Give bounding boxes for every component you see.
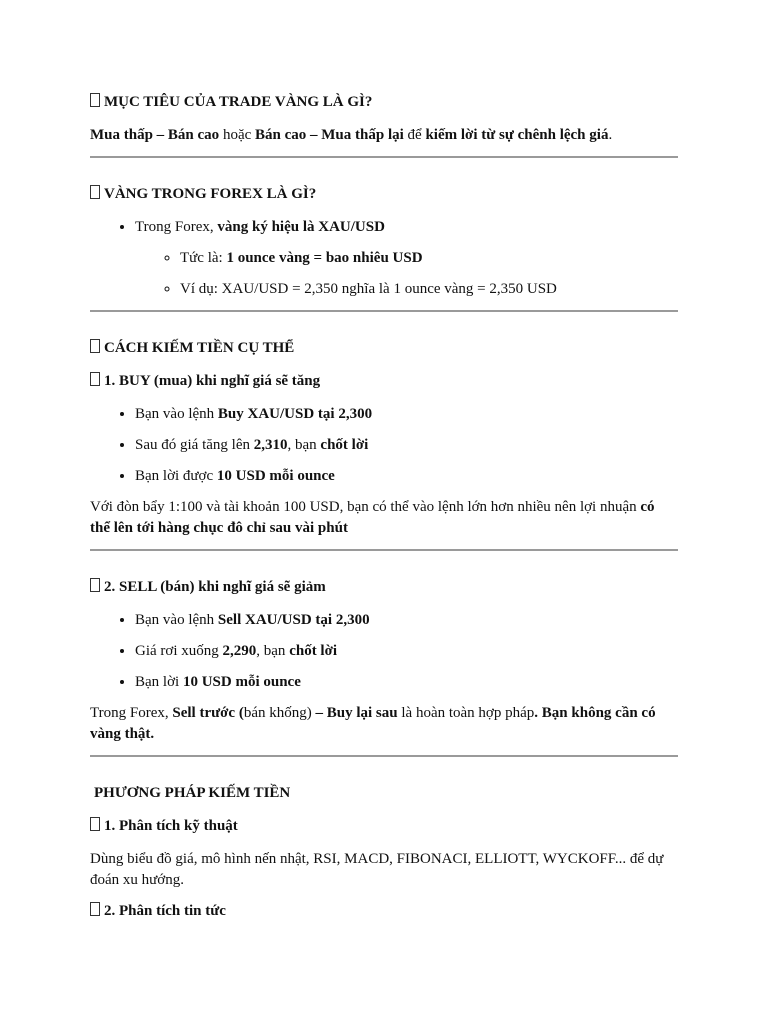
sub-list-item xyxy=(180,279,678,300)
text-run: Với đòn bẩy 1:100 và tài khoản 100 USD, bạn có thể vào lệnh lớn hơn nhiều nên lợi nhuận xyxy=(90,499,641,515)
section-divider xyxy=(90,549,678,551)
subheading-text: 2. Phân tích tin tức xyxy=(104,903,226,919)
list-item xyxy=(135,435,678,456)
text-run: Ví dụ: XAU/USD = 2,350 nghĩa là 1 ounce vàng = 2,350 USD xyxy=(180,281,557,297)
methods-heading xyxy=(90,783,678,804)
text-run: Mua thấp – Bán cao xyxy=(90,127,220,143)
text-run: 2,290 xyxy=(222,643,257,659)
text-run: Trong Forex, xyxy=(90,705,173,721)
box-glyph-icon xyxy=(90,339,100,353)
gold-forex-list xyxy=(90,217,678,300)
text-run: Sau đó giá tăng lên xyxy=(135,437,254,453)
text-run: chốt lời xyxy=(320,437,369,453)
section-heading-text: PHƯƠNG PHÁP KIẾM TIỀN xyxy=(94,785,291,801)
box-glyph-icon xyxy=(90,93,100,107)
tech-analysis-heading xyxy=(90,816,678,837)
section-divider xyxy=(90,310,678,312)
box-glyph-icon xyxy=(90,185,100,199)
text-run: Sell trước ( xyxy=(172,705,244,721)
box-glyph-icon xyxy=(90,817,100,831)
section-divider xyxy=(90,156,678,158)
text-run: bán khống) xyxy=(243,705,316,721)
section-heading-how-to-earn xyxy=(90,338,678,359)
text-run: 10 USD mỗi ounce xyxy=(182,674,301,690)
text-run: Bạn lời được xyxy=(135,468,217,484)
section-heading-goal xyxy=(90,92,678,113)
text-run: , bạn xyxy=(256,643,290,659)
box-glyph-icon xyxy=(90,902,100,916)
buy-note xyxy=(90,497,678,539)
sell-note xyxy=(90,703,678,745)
sub-list-item xyxy=(180,248,678,269)
text-run: vàng ký hiệu là XAU/USD xyxy=(217,219,385,235)
text-run: chốt lời xyxy=(289,643,338,659)
text-run: 10 USD mỗi ounce xyxy=(216,468,335,484)
list-item xyxy=(135,672,678,693)
buy-heading xyxy=(90,371,678,392)
text-run: . xyxy=(608,127,613,143)
text-run: để xyxy=(403,127,426,143)
list-item xyxy=(135,404,678,425)
buy-list xyxy=(90,404,678,487)
text-run: – Buy lại sau xyxy=(315,705,398,721)
box-glyph-icon xyxy=(90,578,100,592)
text-run: Bạn lời xyxy=(135,674,183,690)
sell-list xyxy=(90,610,678,693)
section-heading-text: MỤC TIÊU CỦA TRADE VÀNG LÀ GÌ? xyxy=(104,94,373,110)
text-run: là hoàn toàn hợp pháp xyxy=(397,705,535,721)
tech-analysis-text: Dùng biểu đồ giá, mô hình nến nhật, RSI, MACD, FIBONACI, ELLIOTT, WYCKOFF... để dự đoán xu hướng. xyxy=(90,851,664,888)
goal-line xyxy=(90,125,678,146)
section-divider xyxy=(90,755,678,757)
section-heading-text: CÁCH KIẾM TIỀN CỤ THỂ xyxy=(104,340,295,356)
list-item xyxy=(135,610,678,631)
text-run: Tức là: xyxy=(180,250,227,266)
sell-heading xyxy=(90,577,678,598)
text-run: . Bạn không cần có vàng thật. xyxy=(90,705,656,742)
text-run: 1 ounce vàng = bao nhiêu USD xyxy=(226,250,423,266)
text-run: Buy XAU/USD tại 2,300 xyxy=(217,406,373,422)
subheading-text: 1. BUY (mua) khi nghĩ giá sẽ tăng xyxy=(104,373,321,389)
sub-list xyxy=(135,248,678,300)
text-run: , bạn xyxy=(287,437,321,453)
box-glyph-icon xyxy=(90,372,100,386)
text-run: hoặc xyxy=(219,127,256,143)
text-run: Bạn vào lệnh xyxy=(135,612,218,628)
text-run: có thể lên tới hàng chục đô chỉ sau vài phút xyxy=(90,499,655,536)
list-item xyxy=(135,641,678,662)
text-run: Trong Forex, xyxy=(135,219,218,235)
text-run: 2,310 xyxy=(253,437,288,453)
text-run: Bán cao – Mua thấp lại xyxy=(255,127,404,143)
text-run: Bạn vào lệnh xyxy=(135,406,218,422)
subheading-text: 2. SELL (bán) khi nghĩ giá sẽ giảm xyxy=(104,579,326,595)
news-analysis-heading xyxy=(90,901,678,922)
list-item xyxy=(135,466,678,487)
subheading-text: 1. Phân tích kỹ thuật xyxy=(104,818,238,834)
section-heading-gold-forex xyxy=(90,184,678,205)
text-run: Giá rơi xuống xyxy=(135,643,223,659)
text-run: kiếm lời từ sự chênh lệch giá xyxy=(425,127,609,143)
section-heading-text: VÀNG TRONG FOREX LÀ GÌ? xyxy=(104,186,317,202)
list-item xyxy=(135,217,678,300)
text-run: Sell XAU/USD tại 2,300 xyxy=(217,612,370,628)
